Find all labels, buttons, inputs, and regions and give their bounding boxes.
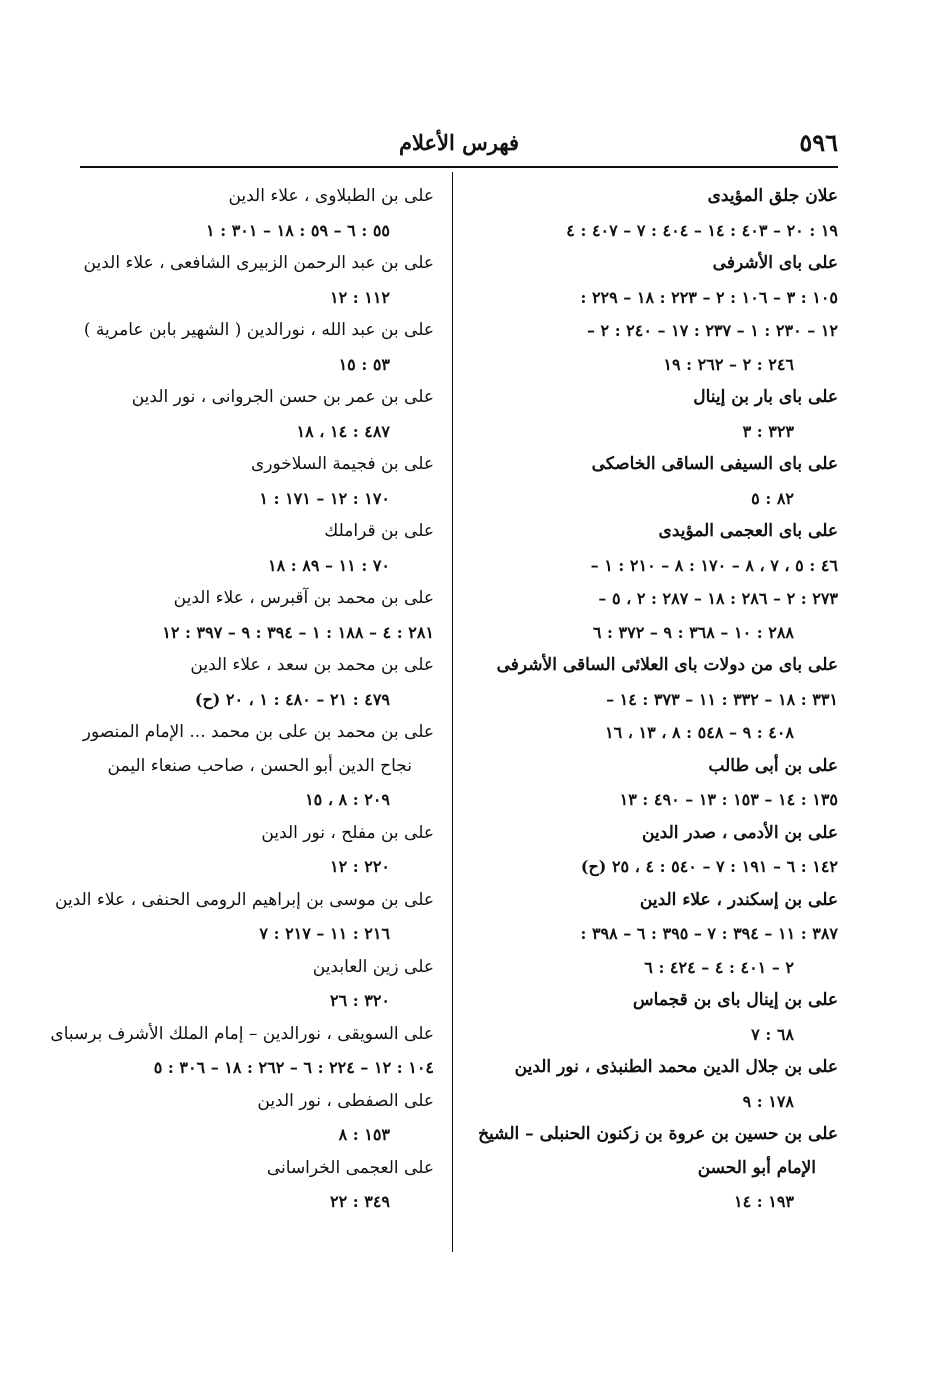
- entry-name: على بن محمد بن سعد ، علاء الدين: [190, 655, 434, 675]
- entry-page-refs: ١٥٣ : ٨: [338, 1125, 390, 1144]
- entry-name-continuation: نجاح الدين أبو الحسن ، صاحب صنعاء اليمن: [107, 755, 412, 776]
- entry-page-refs: ٤٧٩ : ٢١ – ٤٨٠ : ١ ، ٢٠ (ح): [194, 689, 390, 709]
- entry-name: على بن حسين بن عروة بن زكنون الحنبلى – الشيخ: [478, 1124, 838, 1144]
- index-entry: [468, 381, 838, 448]
- right-column: [468, 180, 838, 1219]
- entry-name: على العجمى الخراسانى: [266, 1157, 434, 1178]
- entry-page-refs: ٣٢٠ : ٢٦: [329, 991, 390, 1010]
- index-entry: [468, 649, 838, 750]
- entry-page-refs: ١٧٨ : ٩: [742, 1091, 794, 1111]
- entry-page-refs: ٤٠٨ : ٩ – ٥٤٨ : ٨ ، ١٣ ، ١٦: [605, 723, 794, 742]
- page-header: [80, 128, 838, 164]
- entry-name: علان جلق المؤيدى: [707, 186, 838, 206]
- entry-page-refs: ٤٦ : ٥ ، ٧ ، ٨ – ١٧٠ : ٨ – ٢١٠ : ١ –: [590, 555, 838, 575]
- index-entry: [468, 884, 838, 985]
- left-column: [50, 180, 434, 1219]
- index-entry: [66, 314, 434, 381]
- entry-name: على بن الأدمى ، صدر الدين: [641, 822, 838, 843]
- column-divider: [452, 172, 453, 1252]
- entry-name: على الصفطى ، نور الدين: [257, 1090, 434, 1111]
- entry-page-refs: ٦٨ : ٧: [751, 1024, 794, 1044]
- entry-page-refs: ٤٨٧ : ١٤ ، ١٨: [296, 421, 390, 441]
- entry-name: على بن مفلح ، نور الدين: [261, 822, 434, 843]
- entry-name: على بن إسكندر ، علاء الدين: [639, 889, 838, 910]
- index-entry: [468, 1051, 838, 1118]
- entry-name: على باى من دولات باى العلائى الساقى الأشرفى: [496, 655, 838, 675]
- index-entry: [66, 716, 434, 817]
- index-entry: [55, 884, 434, 951]
- entry-page-refs: ٢٨٨ : ١٠ – ٣٦٨ : ٩ – ٣٧٢ : ٦: [592, 622, 794, 642]
- entry-page-refs: ١٧٠ : ١٢ – ١٧١ : ١: [259, 488, 390, 508]
- entry-name: على بن محمد بن آقبرس ، علاء الدين: [173, 588, 434, 608]
- entry-page-refs: ١٠٥ : ٣ – ١٠٦ : ٢ – ٢٢٣ : ١٨ – ٢٢٩ :: [580, 287, 838, 307]
- entry-name: على بن الطبلاوى ، علاء الدين: [228, 186, 434, 206]
- entry-name: على بن قراملك: [324, 521, 434, 541]
- entry-name: على بن عمر بن حسن الجروانى ، نور الدين: [131, 387, 434, 407]
- index-entry: [66, 381, 434, 448]
- index-entry: [468, 247, 838, 381]
- entry-name: على باى العجمى المؤيدى: [658, 521, 838, 541]
- entry-page-refs: ١٩٣ : ١٤: [733, 1192, 794, 1211]
- entry-page-refs: ٨٢ : ٥: [751, 488, 794, 508]
- entry-page-refs: ١٠٤ : ١٢ – ٢٢٤ : ٦ – ٢٦٢ : ١٨ – ٣٠٦ : ٥: [153, 1058, 434, 1077]
- entry-name: على زين العابدين: [312, 956, 434, 977]
- index-entry: [66, 515, 434, 582]
- entry-page-refs: ٣٨٧ : ١١ – ٣٩٤ : ٧ – ٣٩٥ : ٦ – ٣٩٨ :: [580, 924, 838, 943]
- entry-page-refs: ١٩ : ٢٠ – ٤٠٣ : ١٤ – ٤٠٤ : ٧ – ٤٠٧ : ٤: [566, 220, 838, 240]
- index-entry: [50, 1018, 434, 1085]
- index-entry: [66, 448, 434, 515]
- entry-page-refs: ٢٧٣ : ٢ – ٢٨٦ : ١٨ – ٢٨٧ : ٢ ، ٥ –: [598, 589, 838, 608]
- entry-page-refs: ٢١٦ : ١١ – ٢١٧ : ٧: [259, 924, 390, 943]
- index-entry: [468, 1118, 838, 1219]
- entry-name: على بن أبى طالب: [708, 755, 838, 776]
- index-entry: [468, 984, 838, 1051]
- entry-name-continuation: الإمام أبو الحسن: [697, 1157, 816, 1178]
- entry-name: على باى بار بن إينال: [693, 387, 838, 407]
- entry-page-refs: ٣٣١ : ١٨ – ٣٣٢ : ١١ – ٣٧٣ : ١٤ –: [606, 689, 838, 709]
- entry-page-refs: ٧٠ : ١١ – ٨٩ : ١٨: [268, 555, 390, 575]
- index-entry: [468, 817, 838, 884]
- entry-page-refs: ٣٢٣ : ٣: [742, 421, 794, 441]
- index-entry: [66, 1152, 434, 1219]
- page-number: ٥٩٦: [799, 128, 838, 157]
- index-entry: [66, 951, 434, 1018]
- index-entry: [468, 448, 838, 515]
- entry-name: على باى السيفى الساقى الخاصكى: [591, 454, 838, 474]
- entry-page-refs: ٢٠٩ : ٨ ، ١٥: [305, 790, 390, 809]
- entry-page-refs: ٣٤٩ : ٢٢: [329, 1192, 390, 1211]
- entry-page-refs: ١١٢ : ١٢: [329, 287, 390, 307]
- entry-page-refs: ٢٨١ : ٤ – ١٨٨ : ١ – ٣٩٤ : ٩ – ٣٩٧ : ١٢: [162, 622, 434, 642]
- index-entry: [66, 247, 434, 314]
- entry-page-refs: ٥٥ : ٦ – ٥٩ : ١٨ – ٣٠١ : ١: [206, 220, 390, 240]
- entry-page-refs: ١٤٢ : ٦ – ١٩١ : ٧ – ٥٤٠ : ٤ ، ٢٥ (ح): [580, 857, 838, 876]
- entry-page-refs: ٢ – ٤٠١ : ٤ – ٤٢٤ : ٦: [644, 957, 794, 977]
- index-entry: [66, 649, 434, 716]
- entry-page-refs: ٥٣ : ١٥: [338, 354, 390, 374]
- index-entry: [66, 582, 434, 649]
- index-entry: [468, 750, 838, 817]
- page-title: فهرس الأعلام: [398, 130, 520, 155]
- header-rule: [80, 166, 838, 168]
- entry-name: على السويقى ، نورالدين – إمام الملك الأشرف برسباى: [50, 1023, 434, 1044]
- entry-name: على بن محمد بن على بن محمد ... الإمام المنصور: [82, 722, 434, 742]
- index-entry: [66, 180, 434, 247]
- entry-page-refs: ٢٤٦ : ٢ – ٢٦٢ : ١٩: [663, 354, 794, 374]
- index-entry: [468, 515, 838, 649]
- entry-page-refs: ١٣٥ : ١٤ – ١٥٣ : ١٣ – ٤٩٠ : ١٣: [619, 790, 838, 809]
- entry-name: على بن إينال باى بن قجماس: [632, 990, 838, 1010]
- entry-page-refs: ٢٢٠ : ١٢: [329, 857, 390, 876]
- entry-name: على بن عبد الرحمن الزبيرى الشافعى ، علاء الدين: [83, 253, 434, 273]
- index-entry: [66, 817, 434, 884]
- entry-name: على باى الأشرفى: [712, 253, 838, 273]
- entry-name: على بن فجيمة السلاخورى: [250, 454, 434, 474]
- entry-name: على بن جلال الدين محمد الطنبذى ، نور الدين: [514, 1057, 838, 1077]
- entry-page-refs: ١٢ – ٢٣٠ : ١ – ٢٣٧ : ١٧ – ٢٤٠ : ٢ –: [586, 321, 838, 340]
- entry-name: على بن موسى بن إبراهيم الرومى الحنفى ، علاء الدين: [55, 889, 434, 910]
- index-entry: [66, 1085, 434, 1152]
- entry-name: على بن عبد الله ، نورالدين ( الشهير بابن عامرية ): [83, 320, 434, 340]
- index-entry: [468, 180, 838, 247]
